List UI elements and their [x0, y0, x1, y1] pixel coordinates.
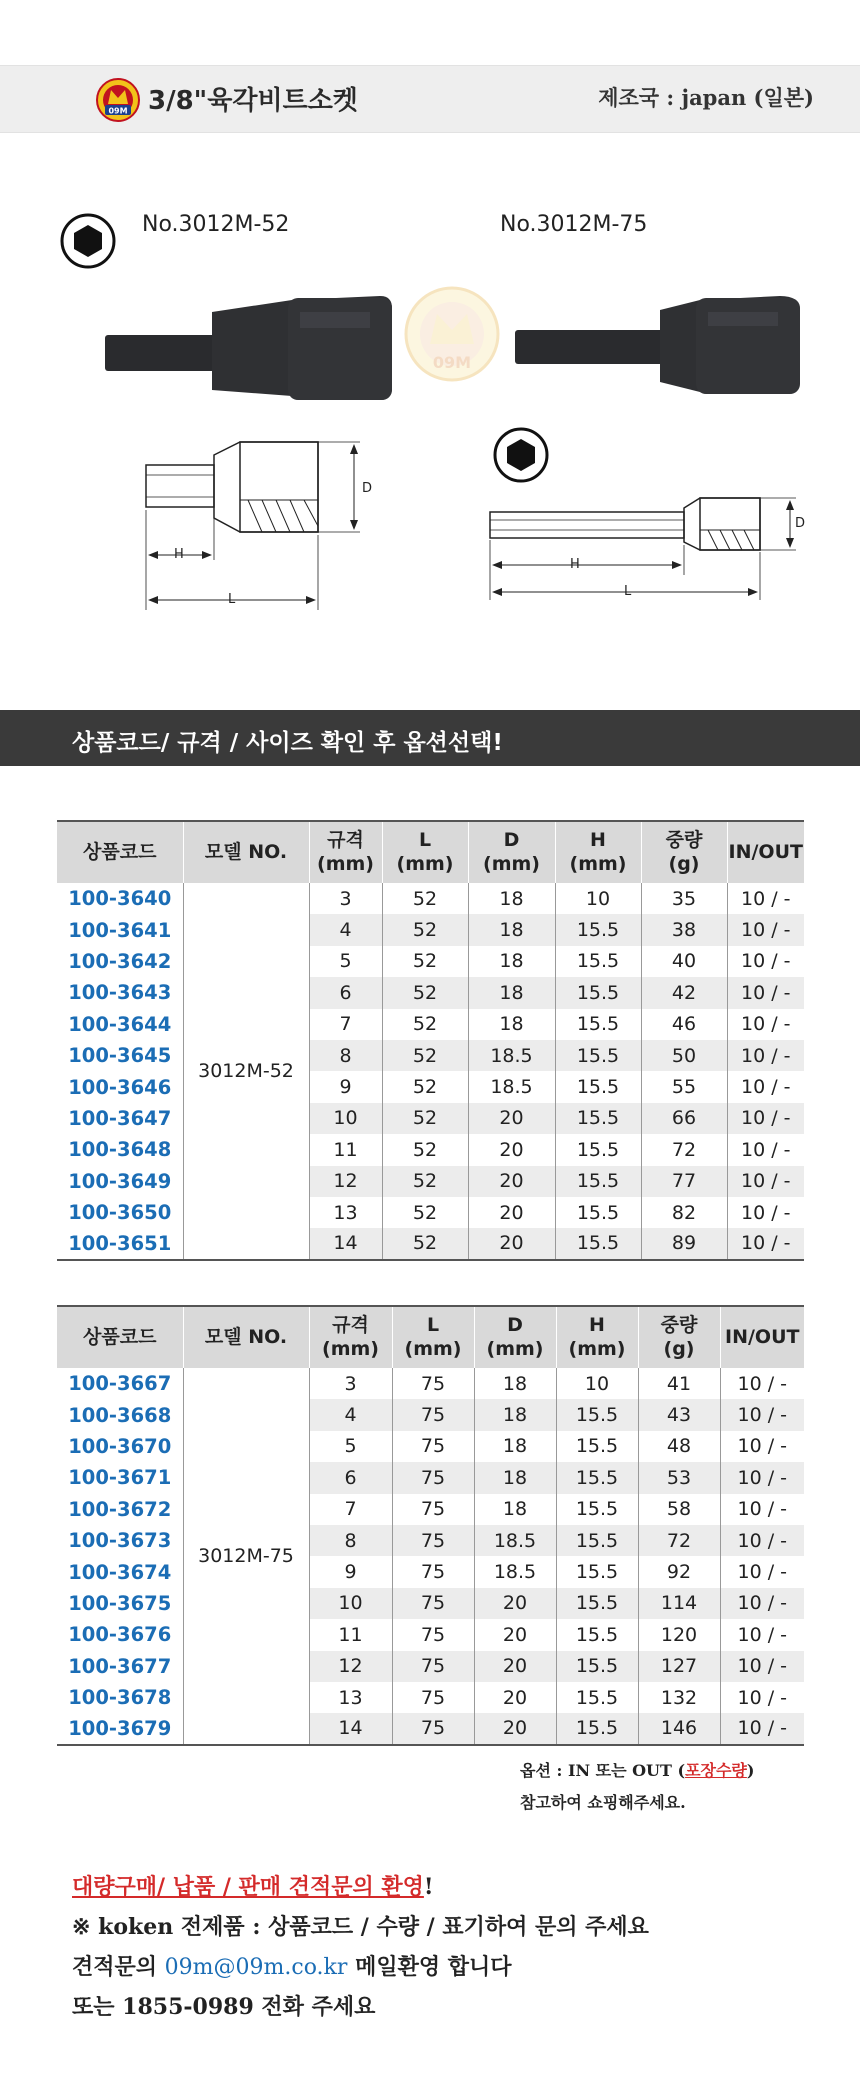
table-cell: 75 — [392, 1682, 474, 1713]
table-cell: 15.5 — [556, 1494, 638, 1525]
bulk-order-line: 대량구매/ 납품 / 판매 견적문의 환영! — [72, 1874, 434, 1900]
product-code-cell[interactable]: 100-3667 — [68, 1372, 172, 1396]
table-cell: 15.5 — [556, 1462, 638, 1493]
table-cell: 10 / - — [727, 1040, 804, 1071]
brand-logo — [96, 78, 140, 122]
table-cell: 20 — [474, 1713, 556, 1744]
table-cell: 72 — [641, 1134, 727, 1165]
table-cell: 52 — [382, 914, 468, 945]
logo-text: 09M — [108, 106, 128, 116]
table-cell: 75 — [392, 1431, 474, 1462]
table-cell: 72 — [638, 1525, 720, 1556]
table-cell: 10 / - — [720, 1368, 804, 1399]
dimension-h-right: H — [570, 557, 580, 572]
table-cell: 75 — [392, 1525, 474, 1556]
table-row — [57, 1619, 804, 1650]
table-cell: 10 / - — [720, 1619, 804, 1650]
table-cell: 18 — [474, 1368, 556, 1399]
dimension-d-left: D — [362, 481, 373, 496]
table-cell: 8 — [309, 1525, 392, 1556]
product-code-cell[interactable]: 100-3672 — [68, 1497, 172, 1521]
table-cell: 75 — [392, 1494, 474, 1525]
table-cell: 40 — [641, 946, 727, 977]
table-cell: 10 / - — [720, 1525, 804, 1556]
product-code-cell[interactable]: 100-3674 — [68, 1560, 172, 1584]
table-row — [57, 1197, 804, 1228]
table-cell: 10 / - — [720, 1556, 804, 1587]
table-cell: 75 — [392, 1399, 474, 1430]
table-cell: 9 — [309, 1071, 382, 1102]
table-cell: 52 — [382, 1103, 468, 1134]
table-cell: 75 — [392, 1556, 474, 1587]
table-row — [57, 1040, 804, 1071]
table-header-row — [57, 1306, 804, 1368]
table-cell: 43 — [638, 1399, 720, 1430]
table-cell: 18 — [468, 914, 555, 945]
hex-icon-left — [62, 215, 114, 267]
table-cell: 20 — [474, 1651, 556, 1682]
dimension-l-right: L — [624, 584, 632, 599]
product-code-cell[interactable]: 100-3675 — [57, 1588, 183, 1619]
table-row — [57, 1431, 804, 1462]
table-row — [57, 1228, 804, 1259]
table-cell: 15.5 — [556, 1651, 638, 1682]
page-title: 3/8"육각비트소켓 — [148, 86, 358, 116]
table-cell: 10 / - — [727, 1166, 804, 1197]
table-cell: 10 / - — [727, 1009, 804, 1040]
table-cell: 52 — [382, 1166, 468, 1197]
table-cell: 18 — [474, 1399, 556, 1430]
table-cell: 58 — [638, 1494, 720, 1525]
table-cell: 20 — [474, 1619, 556, 1650]
table-cell: 13 — [309, 1197, 382, 1228]
table-cell: 15.5 — [555, 1197, 641, 1228]
table-cell: 14 — [309, 1228, 382, 1259]
table-cell: 75 — [392, 1368, 474, 1399]
table-cell: 10 / - — [727, 914, 804, 945]
table-cell: 18.5 — [474, 1525, 556, 1556]
table-cell: 52 — [382, 1009, 468, 1040]
table-cell: 55 — [641, 1071, 727, 1102]
table-cell: 18 — [468, 1009, 555, 1040]
product-code-cell[interactable]: 100-3668 — [57, 1399, 183, 1430]
table-cell: 15.5 — [555, 1166, 641, 1197]
product-code-cell[interactable]: 100-3671 — [57, 1462, 183, 1493]
column-header: 중량 (g) — [638, 1306, 720, 1368]
column-header: 모델 NO. — [183, 1306, 309, 1368]
table-cell: 7 — [309, 1494, 392, 1525]
table-cell: 15.5 — [555, 977, 641, 1008]
table-cell: 15.5 — [555, 914, 641, 945]
column-header: 상품코드 — [57, 821, 183, 883]
product-photo-52 — [105, 296, 392, 400]
banner-text: 상품코드/ 규격 / 사이즈 확인 후 옵션선택! — [72, 730, 503, 756]
table-cell: 18.5 — [468, 1040, 555, 1071]
table-cell: 20 — [468, 1166, 555, 1197]
column-header: L (mm) — [382, 821, 468, 883]
table-cell: 18 — [468, 883, 555, 914]
column-header: IN/OUT — [720, 1306, 804, 1368]
table-cell: 3 — [309, 1368, 392, 1399]
product-code-cell[interactable]: 100-3647 — [57, 1103, 183, 1134]
product-code-cell[interactable]: 100-3651 — [57, 1228, 183, 1259]
table-cell: 15.5 — [555, 1134, 641, 1165]
product-code-cell[interactable]: 100-3650 — [68, 1201, 172, 1225]
table-cell: 53 — [638, 1462, 720, 1493]
table-cell: 6 — [309, 977, 382, 1008]
product-diagram — [0, 170, 860, 640]
table-row — [57, 1368, 804, 1399]
table-cell: 120 — [638, 1619, 720, 1650]
inquiry-instruction-line: ※ koken 전제품 : 상품코드 / 수량 / 표기하여 문의 주세요 — [72, 1914, 649, 1940]
table-cell: 114 — [638, 1588, 720, 1619]
table-cell: 10 / - — [727, 1197, 804, 1228]
option-note: 옵션 : IN 또는 OUT (포장수량) — [520, 1761, 755, 1780]
product-code-cell[interactable]: 100-3640 — [68, 887, 172, 911]
table-cell: 75 — [392, 1651, 474, 1682]
table-cell: 10 / - — [727, 946, 804, 977]
table-cell: 52 — [382, 1197, 468, 1228]
table-cell: 12 — [309, 1166, 382, 1197]
table-cell: 10 / - — [727, 1103, 804, 1134]
table-cell: 15.5 — [555, 1071, 641, 1102]
table-cell: 10 / - — [720, 1494, 804, 1525]
table-cell: 75 — [392, 1713, 474, 1744]
technical-drawing-52 — [146, 442, 360, 610]
column-header: 중량 (g) — [641, 821, 727, 883]
table-cell: 10 / - — [727, 977, 804, 1008]
column-header: 모델 NO. — [183, 821, 309, 883]
table-cell: 15.5 — [556, 1619, 638, 1650]
table-cell: 132 — [638, 1682, 720, 1713]
table-cell: 10 / - — [720, 1399, 804, 1430]
country-of-origin: 제조국 : japan (일본) — [598, 85, 814, 110]
table-row — [57, 977, 804, 1008]
watermark-text: 09M — [432, 353, 472, 372]
table-cell: 20 — [474, 1682, 556, 1713]
table-row — [57, 1713, 804, 1744]
table-cell: 52 — [382, 1228, 468, 1259]
table-cell: 10 / - — [720, 1651, 804, 1682]
table-cell: 3 — [309, 883, 382, 914]
table-cell: 52 — [382, 883, 468, 914]
table-cell: 15.5 — [556, 1588, 638, 1619]
email-contact-line: 견적문의 09m@09m.co.kr 메일환영 합니다 — [72, 1954, 512, 1980]
shopping-note: 참고하여 쇼핑해주세요. — [520, 1793, 686, 1812]
table-cell: 18 — [474, 1494, 556, 1525]
table-cell: 8 — [309, 1040, 382, 1071]
table-cell: 20 — [468, 1197, 555, 1228]
table-row — [57, 1682, 804, 1713]
table-cell: 52 — [382, 977, 468, 1008]
product-code-cell[interactable]: 100-3679 — [57, 1713, 183, 1744]
table-cell: 89 — [641, 1228, 727, 1259]
column-header: D (mm) — [468, 821, 555, 883]
column-header: H (mm) — [555, 821, 641, 883]
spec-table-52 — [57, 820, 804, 1261]
product-code-cell[interactable]: 100-3642 — [68, 949, 172, 973]
table-cell: 10 — [556, 1368, 638, 1399]
table-cell: 15.5 — [556, 1525, 638, 1556]
table-cell: 38 — [641, 914, 727, 945]
model-number-cell: 3012M-75 — [183, 1368, 309, 1745]
table-cell: 20 — [468, 1228, 555, 1259]
technical-drawing-75 — [490, 498, 796, 600]
table-row — [57, 914, 804, 945]
table-cell: 10 / - — [727, 1134, 804, 1165]
column-header: D (mm) — [474, 1306, 556, 1368]
table-row — [57, 1588, 804, 1619]
hex-icon-right — [495, 429, 547, 481]
table-cell: 52 — [382, 1040, 468, 1071]
product-code-cell[interactable]: 100-3673 — [57, 1525, 183, 1556]
column-header: 규격 (mm) — [309, 821, 382, 883]
table-cell: 18 — [474, 1431, 556, 1462]
table-cell: 10 / - — [720, 1588, 804, 1619]
product-code-cell[interactable]: 100-3643 — [57, 977, 183, 1008]
table-row — [57, 883, 804, 914]
table-row — [57, 1651, 804, 1682]
table-cell: 41 — [638, 1368, 720, 1399]
table-cell: 18 — [474, 1462, 556, 1493]
column-header: 규격 (mm) — [309, 1306, 392, 1368]
table-cell: 14 — [309, 1713, 392, 1744]
table-cell: 12 — [309, 1651, 392, 1682]
table-cell: 66 — [641, 1103, 727, 1134]
column-header: 상품코드 — [57, 1306, 183, 1368]
table-cell: 77 — [641, 1166, 727, 1197]
product-code-cell[interactable]: 100-3678 — [68, 1686, 172, 1710]
table-cell: 146 — [638, 1713, 720, 1744]
dimension-h-left: H — [174, 547, 184, 562]
table-cell: 52 — [382, 1071, 468, 1102]
table-cell: 10 — [309, 1588, 392, 1619]
table-row — [57, 1462, 804, 1493]
table-cell: 7 — [309, 1009, 382, 1040]
table-row — [57, 1071, 804, 1102]
product-code-cell[interactable]: 100-3644 — [68, 1012, 172, 1036]
table-cell: 13 — [309, 1682, 392, 1713]
dimension-l-left: L — [228, 592, 236, 607]
table-cell: 15.5 — [556, 1399, 638, 1430]
table-cell: 52 — [382, 1134, 468, 1165]
table-cell: 15.5 — [555, 1103, 641, 1134]
table-cell: 5 — [309, 1431, 392, 1462]
watermark-logo — [406, 288, 498, 380]
table-cell: 18.5 — [468, 1071, 555, 1102]
table-cell: 10 — [555, 883, 641, 914]
table-cell: 18 — [468, 946, 555, 977]
table-row — [57, 1525, 804, 1556]
table-cell: 15.5 — [556, 1556, 638, 1587]
table-cell: 20 — [468, 1134, 555, 1165]
model-number-cell: 3012M-52 — [183, 883, 309, 1260]
product-code-cell[interactable]: 100-3676 — [68, 1623, 172, 1647]
product-code-cell[interactable]: 100-3670 — [68, 1434, 172, 1458]
spec-table-75 — [57, 1305, 804, 1746]
table-cell: 15.5 — [556, 1431, 638, 1462]
table-row — [57, 1009, 804, 1040]
table-row — [57, 1166, 804, 1197]
table-cell: 15.5 — [556, 1713, 638, 1744]
table-cell: 42 — [641, 977, 727, 1008]
right-model-label: No.3012M-75 — [500, 212, 648, 237]
table-cell: 10 / - — [727, 1071, 804, 1102]
table-cell: 10 / - — [720, 1462, 804, 1493]
table-cell: 18 — [468, 977, 555, 1008]
column-header: IN/OUT — [727, 821, 804, 883]
product-code-cell[interactable]: 100-3646 — [68, 1075, 172, 1099]
table-cell: 20 — [474, 1588, 556, 1619]
table-cell: 10 / - — [727, 1228, 804, 1259]
table-cell: 127 — [638, 1651, 720, 1682]
table-row — [57, 1556, 804, 1587]
phone-contact-line: 또는 1855-0989 전화 주세요 — [72, 1994, 376, 2020]
table-cell: 4 — [309, 914, 382, 945]
table-row — [57, 1494, 804, 1525]
table-cell: 15.5 — [556, 1682, 638, 1713]
product-code-cell[interactable]: 100-3645 — [57, 1040, 183, 1071]
dimension-d-right: D — [795, 516, 806, 531]
table-cell: 10 / - — [720, 1431, 804, 1462]
table-cell: 5 — [309, 946, 382, 977]
table-cell: 15.5 — [555, 1009, 641, 1040]
table-cell: 11 — [309, 1619, 392, 1650]
product-photo-75 — [515, 296, 800, 394]
table-cell: 15.5 — [555, 946, 641, 977]
table-row — [57, 1399, 804, 1430]
table-row — [57, 946, 804, 977]
column-header: H (mm) — [556, 1306, 638, 1368]
table-cell: 92 — [638, 1556, 720, 1587]
table-cell: 52 — [382, 946, 468, 977]
table-cell: 10 / - — [727, 883, 804, 914]
table-cell: 9 — [309, 1556, 392, 1587]
table-cell: 15.5 — [555, 1040, 641, 1071]
table-cell: 4 — [309, 1399, 392, 1430]
column-header: L (mm) — [392, 1306, 474, 1368]
table-cell: 10 — [309, 1103, 382, 1134]
table-row — [57, 1103, 804, 1134]
table-cell: 11 — [309, 1134, 382, 1165]
product-code-cell[interactable]: 100-3677 — [57, 1651, 183, 1682]
table-cell: 6 — [309, 1462, 392, 1493]
table-cell: 10 / - — [720, 1682, 804, 1713]
product-code-cell[interactable]: 100-3641 — [57, 914, 183, 945]
left-model-label: No.3012M-52 — [142, 212, 290, 237]
table-header-row — [57, 821, 804, 883]
table-cell: 46 — [641, 1009, 727, 1040]
product-code-cell[interactable]: 100-3648 — [68, 1138, 172, 1162]
table-cell: 10 / - — [720, 1713, 804, 1744]
product-code-cell[interactable]: 100-3649 — [57, 1166, 183, 1197]
table-cell: 20 — [468, 1103, 555, 1134]
table-cell: 15.5 — [555, 1228, 641, 1259]
packaging-qty-highlight: 포장수량 — [685, 1761, 747, 1780]
table-row — [57, 1134, 804, 1165]
table-cell: 50 — [641, 1040, 727, 1071]
table-cell: 75 — [392, 1588, 474, 1619]
table-cell: 35 — [641, 883, 727, 914]
table-cell: 82 — [641, 1197, 727, 1228]
email-link[interactable]: 09m@09m.co.kr — [164, 1955, 348, 1980]
table-cell: 48 — [638, 1431, 720, 1462]
table-cell: 75 — [392, 1462, 474, 1493]
table-cell: 18.5 — [474, 1556, 556, 1587]
table-cell: 75 — [392, 1619, 474, 1650]
